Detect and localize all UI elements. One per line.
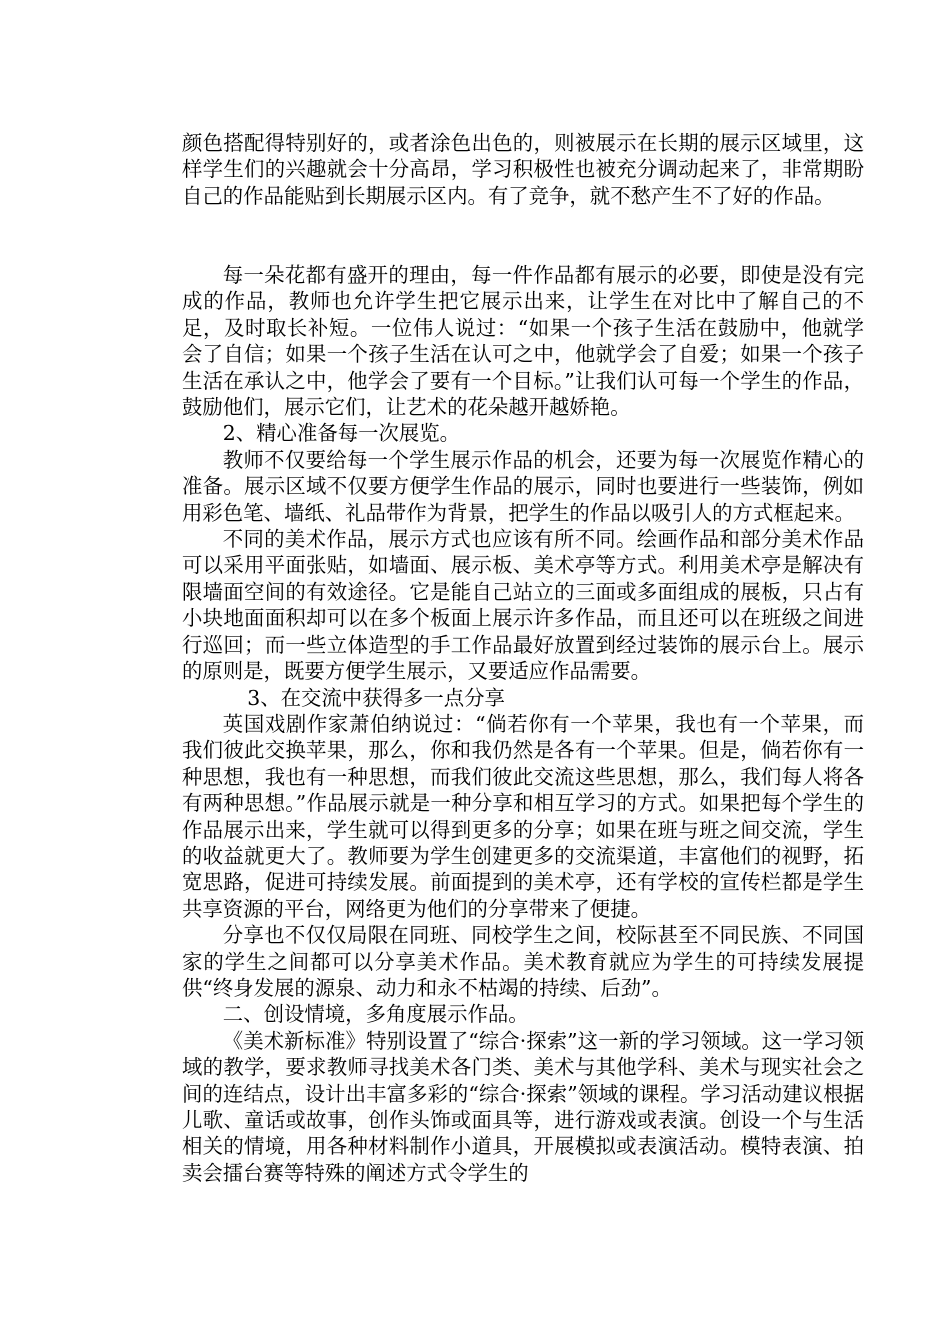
- paragraph-gap: [182, 209, 864, 262]
- paragraph-shaw-quote: 英国戏剧作家萧伯纳说过：“倘若你有一个苹果，我也有一个苹果，而我们彼此交换苹果，那么，你和我仍然是各有一个苹果。但是，倘若你有一种思想，我也有一种思想，而我们彼此交流这些思想，那么，我们每人将各有两种思想。”作品展示就是一种分享和相互学习的方式。如果把每个学生的作品展示出来，学生就可以得到更多的分享；如果在班与班之间交流，学生的收益就更大了。教师要为学生创建更多的交流渠道，丰富他们的视野，拓宽思路，促进可持续发展。前面提到的美术亭，还有学校的宣传栏都是学生共享资源的平台，网络更为他们的分享带来了便捷。: [182, 711, 864, 921]
- paragraph-display-methods: 不同的美术作品，展示方式也应该有所不同。绘画作品和部分美术作品可以采用平面张贴，如墙面、展示板、美术亭等方式。利用美术亭是解决有限墙面空间的有效途径。它是能自己站立的三面或多面组成的展板，只占有小块地面面积却可以在多个板面上展示许多作品，而且还可以在班级之间进行巡回；而一些立体造型的手工作品最好放置到经过装饰的展示台上。展示的原则是，既要方便学生展示，又要适应作品需要。: [182, 527, 864, 684]
- section-heading-3: 3、在交流中获得多一点分享: [247, 685, 505, 710]
- paragraph-every-flower: 每一朵花都有盛开的理由，每一件作品都有展示的必要，即使是没有完成的作品，教师也允许学生把它展示出来，让学生在对比中了解自己的不足，及时取长补短。一位伟人说过：“如果一个孩子生活在鼓励中，他就学会了自信；如果一个孩子生活在认可之中，他就学会了自爱；如果一个孩子生活在承认之中，他学会了要有一个目标。”让我们认可每一个学生的作品，鼓励他们，展示它们，让艺术的花朵越开越娇艳。: [182, 263, 864, 420]
- section-heading-2: 2、精心准备每一次展览。: [222, 421, 461, 446]
- section-heading-two: 二、创设情境，多角度展示作品。: [222, 1002, 529, 1027]
- paragraph-sharing: 分享也不仅仅局限在同班、同校学生之间，校际甚至不同民族、不同国家的学生之间都可以分享美术作品。美术教育就应为学生的可持续发展提供“终身发展的源泉、动力和永不枯竭的持续、后劲”。: [182, 923, 864, 1000]
- paragraph-new-standard: 《美术新标准》特别设置了“综合·探索”这一新的学习领域。这一学习领域的教学，要求教师寻找美术各门类、美术与其他学科、美术与现实社会之间的连结点，设计出丰富多彩的“综合·探索”领域的课程。学习活动建议根据儿歌、童话或故事，创作头饰或面具等，进行游戏或表演。创设一个与生活相关的情境，用各种材料制作小道具，开展模拟或表演活动。模特表演、拍卖会擂台赛等特殊的阐述方式令学生的: [182, 1028, 864, 1185]
- document-page: [182, 130, 864, 1186]
- paragraph-teacher-prepare: 教师不仅要给每一个学生展示作品的机会，还要为每一次展览作精心的准备。展示区域不仅要方便学生作品的展示，同时也要进行一些装饰，例如用彩色笔、墙纸、礼品带作为背景，把学生的作品以吸引人的方式框起来。: [182, 447, 864, 525]
- paragraph-display-area: 颜色搭配得特别好的，或者涂色出色的，则被展示在长期的展示区域里，这样学生们的兴趣就会十分高昂，学习积极性也被充分调动起来了，非常期盼自己的作品能贴到长期展示区内。有了竞争，就不愁产生不了好的作品。: [182, 131, 864, 208]
